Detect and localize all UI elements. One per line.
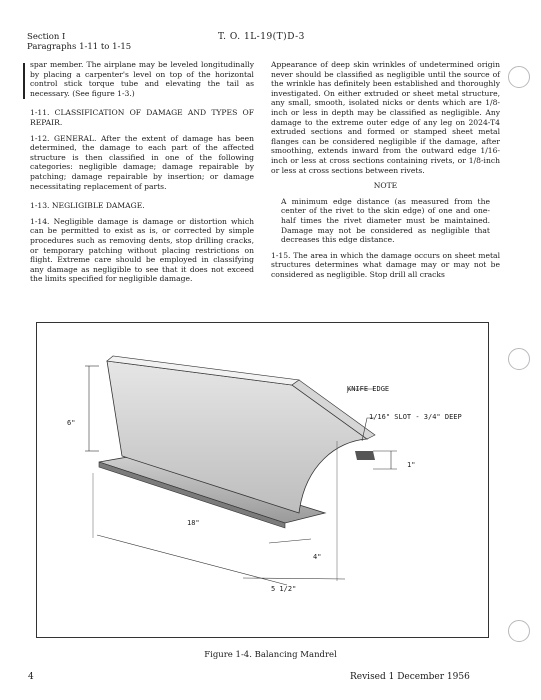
note-body: A minimum edge distance (as measured from the center of the rivet to the skin edge) of one and one-half times the rivet diameter must be maintained. Damage may not be considered as negligible that decreases this edge distance.	[281, 196, 490, 245]
binder-hole-middle	[508, 348, 530, 370]
five-half-dimension: 5 1/2"	[271, 585, 297, 593]
technical-order-number: T. O. 1L-19(T)D-3	[218, 32, 305, 42]
page-number: 4	[28, 672, 34, 682]
knife-edge-label: KNIFE EDGE	[347, 385, 390, 393]
figure-caption: Figure 1-4. Balancing Mandrel	[204, 650, 337, 660]
revision-change-bar	[23, 63, 25, 99]
height-dimension: 6"	[67, 419, 76, 427]
balancing-mandrel-drawing	[37, 323, 490, 639]
binder-hole-top	[508, 66, 530, 88]
four-inch-dimension: 4"	[313, 553, 322, 561]
paragraph-1-14: 1-14. Negligible damage is damage or distortion which can be permitted to exist as is, or corrected by simple procedures such as removing dents, stop drilling cracks, or temporary patching without placing restrictions on flight. Extreme care should be employed in classifying any damage as negligible to see that it does not exceed the limits specified for negligible damage.	[30, 216, 254, 284]
mandrel-web	[107, 361, 367, 513]
one-inch-dimension: 1"	[407, 461, 416, 469]
left-text-column	[30, 60, 254, 290]
heading-1-13: 1-13. NEGLIGIBLE DAMAGE.	[30, 201, 145, 211]
heading-1-11: 1-11. CLASSIFICATION OF DAMAGE AND TYPES OF REPAIR.	[30, 108, 254, 127]
paragraphs-label: Paragraphs 1-11 to 1-15	[27, 42, 132, 52]
length-dimension: 18"	[187, 519, 200, 527]
section-header	[27, 32, 131, 52]
slot-label: 1/16" SLOT - 3/4" DEEP	[369, 413, 462, 421]
right-text-column	[271, 60, 500, 285]
paragraph-continued: Appearance of deep skin wrinkles of undetermined origin never should be classified as negligible until the source of the wrinkle has definitely been established and thoroughly investigated. On either extruded or sheet metal structure, any small, smooth, isolated nicks or dents which are 1/8-inch or less in depth may be classified as negligible. Any damage to the extreme outer edge of any leg on 2024-T4 extruded sections and formed or stamped sheet metal flanges can be considered negligible if the damage, after smoothing, extends inward from the outward edge 1/16-inch or less at cross sections containing rivets, or 1/8-inch or less at cross sections between rivets.	[271, 60, 500, 175]
figure-box	[36, 322, 489, 638]
note-title: NOTE	[373, 181, 398, 191]
mandrel-slot	[355, 451, 375, 460]
section-label: Section I	[27, 32, 66, 42]
paragraph-1-15: 1-15. The area in which the damage occurs on sheet metal structures determines what damage may or may not be considered as negligible. Stop drill all cracks	[271, 250, 500, 279]
binder-hole-bottom	[508, 620, 530, 642]
revision-date: Revised 1 December 1956	[350, 672, 470, 682]
paragraph-1-12: 1-12. GENERAL. After the extent of damage has been determined, the damage to each part of the affected structure is then classified in one of the following categories: negligible damage; damage repairable by patching; damage repairable by insertion; or damage necessitating replacement of parts.	[30, 133, 254, 191]
paragraph-intro: spar member. The airplane may be leveled longitudinally by placing a carpenter's level on top of the horizontal control stick torque tube and elevating the tail as necessary. (See figure 1-3.)	[30, 60, 254, 98]
